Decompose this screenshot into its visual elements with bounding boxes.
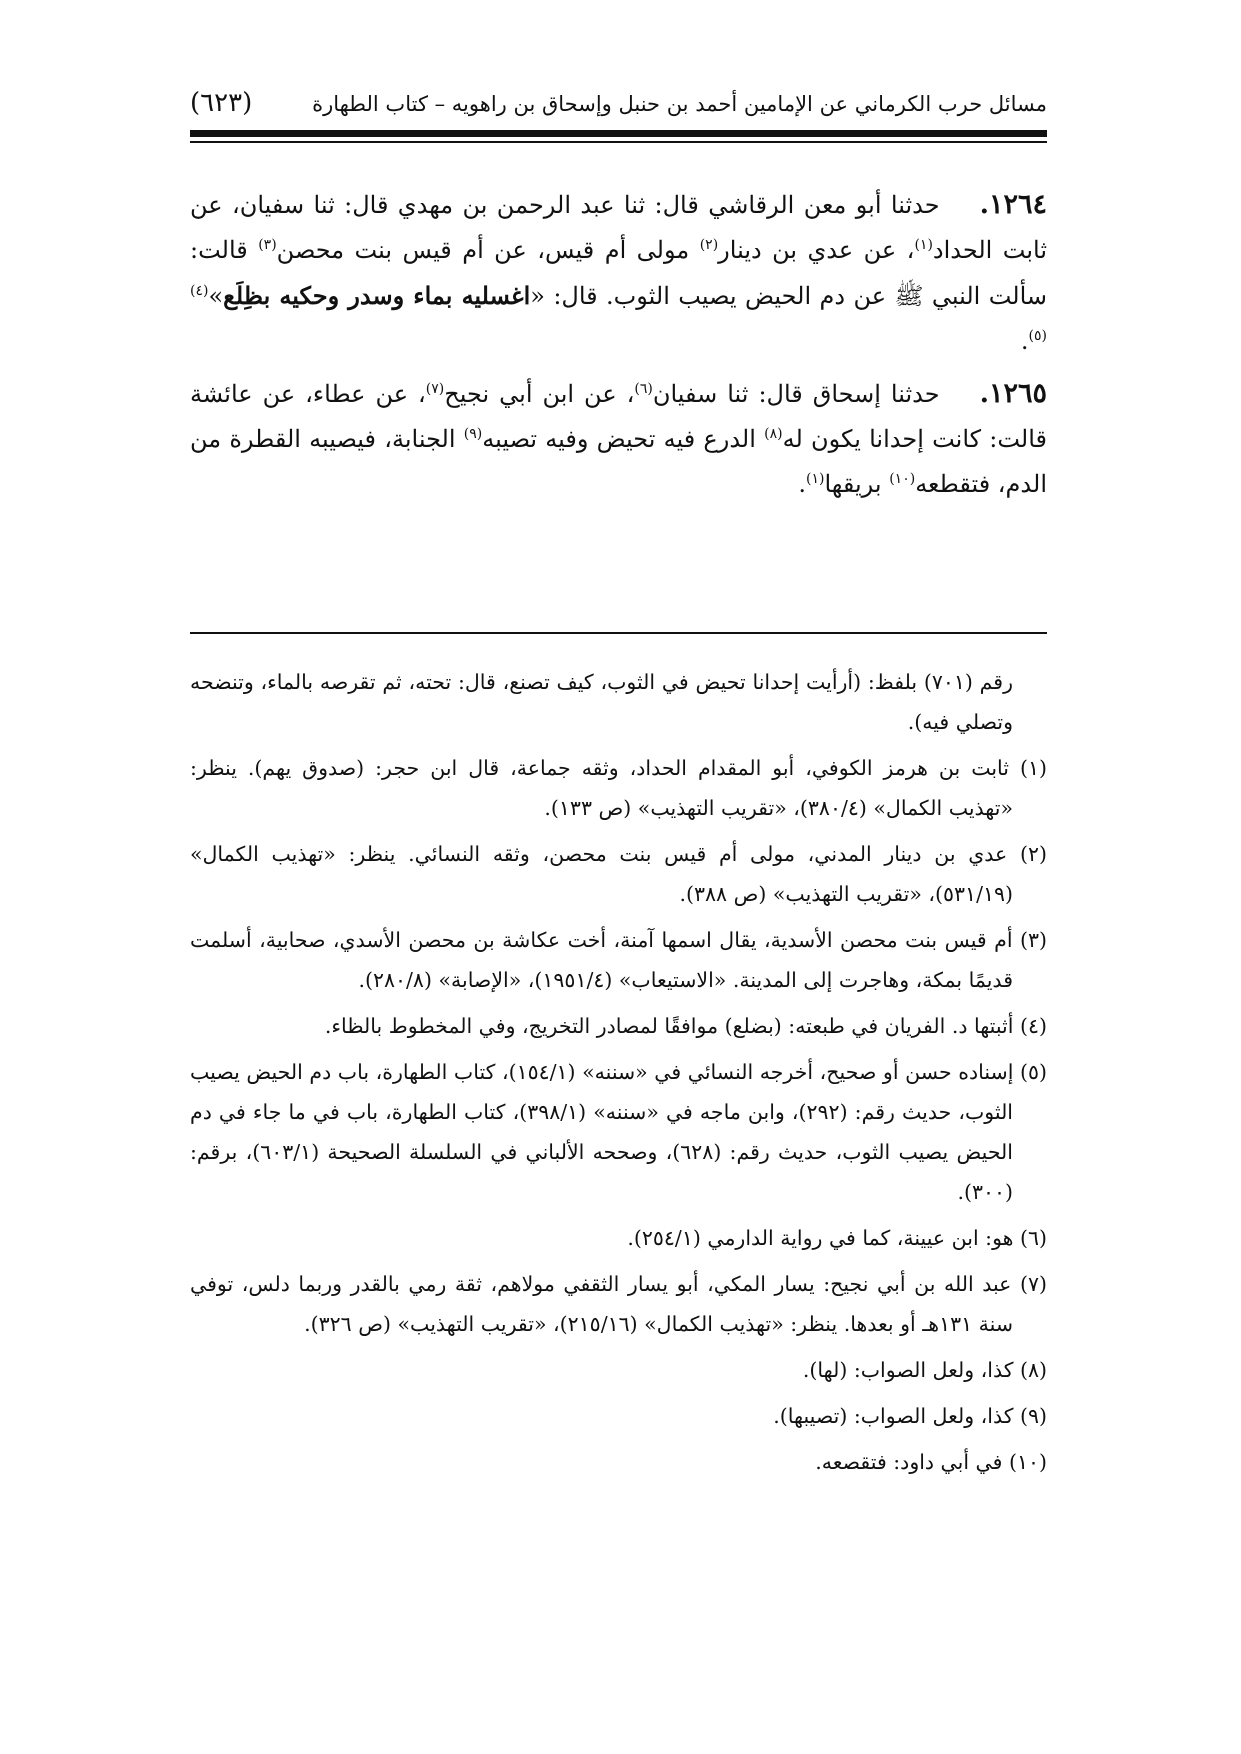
entry-text: ، عن ابن أبي نجيح bbox=[444, 380, 635, 408]
footnote-item: (٢) عدي بن دينار المدني، مولى أم قيس بنت محصن، وثقه النسائي. ينظر: «تهذيب الكمال» (٥٣١/١٩)، «تقريب التهذيب» (ص ٣٨٨). bbox=[190, 842, 1047, 906]
running-header bbox=[190, 88, 1047, 128]
entry-text: مولى أم قيس، عن أم قيس بنت محصن bbox=[276, 236, 700, 264]
footnote-ref[interactable]: (٧) bbox=[425, 381, 445, 397]
entry-number: ١٢٦٥. bbox=[979, 378, 1048, 409]
entry-text: » bbox=[208, 282, 224, 310]
main-text bbox=[190, 182, 1047, 514]
entry-text: ، عن عطاء، عن عائشة قالت: كانت إحدانا يكون له bbox=[190, 380, 1048, 453]
footnote-separator bbox=[190, 632, 1047, 634]
footnote-ref[interactable]: (١٠) bbox=[889, 471, 916, 487]
entry-text: بريقها bbox=[824, 470, 890, 498]
footnote-item: (٨) كذا، ولعل الصواب: (لها). bbox=[802, 1358, 1047, 1382]
entry-text: حدثنا إسحاق قال: ثنا سفيان bbox=[652, 380, 940, 408]
entry-number: ١٢٦٤. bbox=[979, 189, 1047, 220]
entry-text: ، عن عدي بن دينار bbox=[718, 236, 915, 264]
header-rule-thin bbox=[190, 141, 1047, 143]
header-title: مسائل حرب الكرماني عن الإمامين أحمد بن حنبل وإسحاق بن راهويه – كتاب الطهارة bbox=[312, 92, 1047, 116]
entry-text: . bbox=[1020, 327, 1029, 355]
footnote-ref[interactable]: (٨) bbox=[764, 426, 783, 442]
footnote-item: (٧) عبد الله بن أبي نجيح: يسار المكي، أبو يسار الثقفي مولاهم، ثقة رمي بالقدر وربما دلس، توفي سنة ١٣١هـ أو بعدها. ينظر: «تهذيب الكمال» (٢١٥/١٦)، «تقريب التهذيب» (ص ٣٢٦). bbox=[190, 1272, 1047, 1336]
footnote-item: (٤) أثبتها د. الفريان في طبعته: (بضلع) موافقًا لمصادر التخريج، وفي المخطوط بالظاء. bbox=[324, 1014, 1047, 1038]
footnotes bbox=[190, 662, 1047, 1488]
page-number: (٦٢٣) bbox=[190, 88, 253, 118]
entry-text: . bbox=[798, 470, 806, 498]
entry-text: حدثنا أبو معن الرقاشي قال: ثنا عبد الرحمن بن مهدي قال: ثنا سفيان، عن ثابت الحداد bbox=[190, 191, 1048, 264]
footnote-item: (١٠) في أبي داود: فتقصعه. bbox=[815, 1450, 1047, 1474]
footnote-continuation: رقم (٧٠١) بلفظ: (أرأيت إحدانا تحيض في الثوب، كيف تصنع، قال: تحته، ثم تقرصه بالماء، وتنضحه وتصلي فيه). bbox=[190, 670, 1014, 734]
footnote-item: (٣) أم قيس بنت محصن الأسدية، يقال اسمها آمنة، أخت عكاشة بن محصن الأسدي، صحابية، أسلمت قديمًا بمكة، وهاجرت إلى المدينة. «الاستيعاب» (١٩٥١/٤)، «الإصابة» (٢٨٠/٨). bbox=[190, 928, 1047, 992]
hadith-entry bbox=[190, 182, 1047, 364]
entry-text: الجنابة، فيصيبه القطرة من الدم، فتقطعه bbox=[190, 425, 1047, 498]
footnote-ref[interactable]: (٩) bbox=[463, 426, 483, 442]
hadith-quote: اغسليه بماء وسدر وحكيه بظِلَع bbox=[223, 281, 531, 310]
entry-text: قالت: سألت النبي ﷺ عن دم الحيض يصيب الثوب. قال: « bbox=[190, 236, 1048, 310]
footnote-item: (١) ثابت بن هرمز الكوفي، أبو المقدام الحداد، وثقه جماعة، قال ابن حجر: (صدوق يهم). ينظر: «تهذيب الكمال» (٣٨٠/٤)، «تقريب التهذيب» (ص ١٣٣). bbox=[190, 756, 1047, 820]
header-rule-thick bbox=[190, 130, 1047, 137]
footnote-item: (٥) إسناده حسن أو صحيح، أخرجه النسائي في «سننه» (١٥٤/١)، كتاب الطهارة، باب دم الحيض يصيب الثوب، حديث رقم: (٢٩٢)، وابن ماجه في «سننه» (٣٩٨/١)، كتاب الطهارة، باب في ما جاء في دم الحيض يصيب الثوب، حديث رقم: (٦٢٨)، وصححه الألباني في السلسلة الصحيحة (٦٠٣/١)، برقم: (٣٠٠). bbox=[190, 1060, 1047, 1204]
footnote-ref[interactable]: (٦) bbox=[634, 381, 653, 397]
footnote-ref[interactable]: (٣) bbox=[258, 237, 277, 253]
hadith-entry bbox=[190, 371, 1047, 507]
entry-text: الدرع فيه تحيض وفيه تصيبه bbox=[482, 425, 765, 453]
footnote-item: (٦) هو: ابن عيينة، كما في رواية الدارمي (٢٥٤/١). bbox=[627, 1226, 1047, 1250]
footnote-item: (٩) كذا، ولعل الصواب: (تصيبها). bbox=[773, 1404, 1047, 1428]
footnote-ref[interactable]: (١) bbox=[914, 237, 933, 253]
footnote-ref[interactable]: (١) bbox=[805, 471, 825, 487]
footnote-ref[interactable]: (٤)(٥) bbox=[190, 283, 1047, 344]
footnote-ref[interactable]: (٢) bbox=[699, 237, 719, 253]
